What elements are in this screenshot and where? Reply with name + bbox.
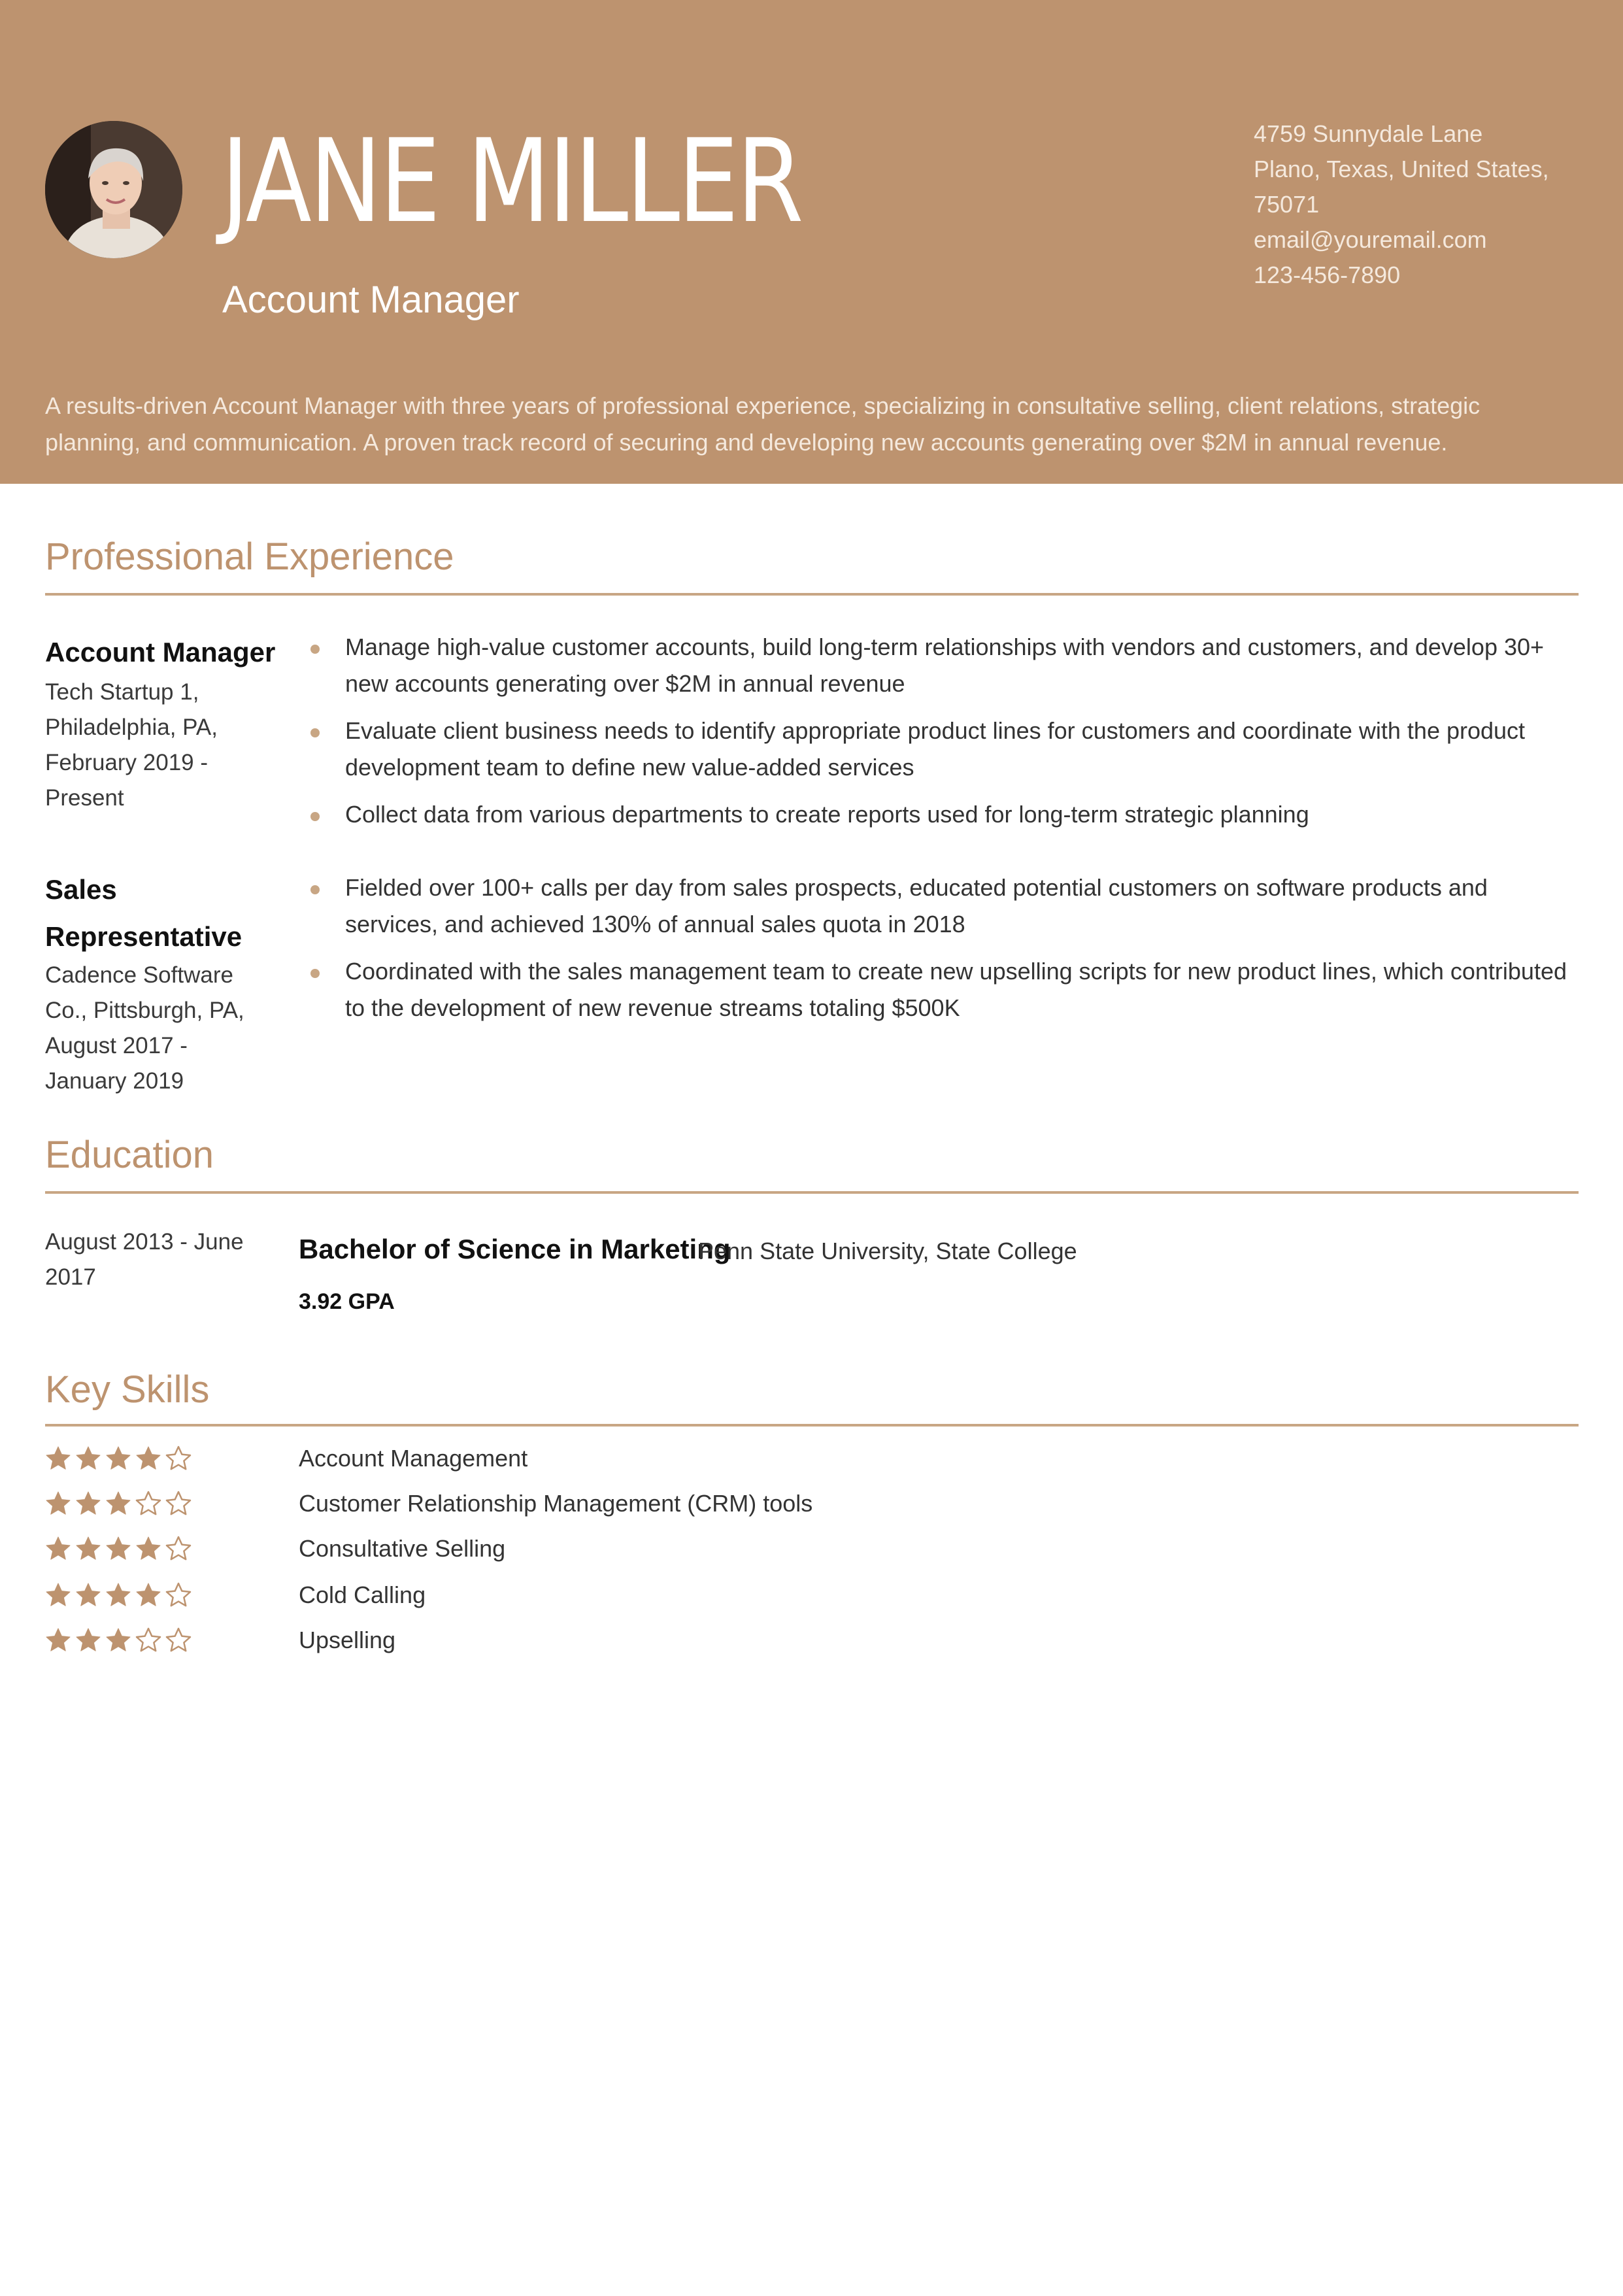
skill-rating (45, 1445, 195, 1472)
star-filled-icon (75, 1582, 101, 1608)
job-title: Account Manager (45, 637, 276, 667)
email-text[interactable]: email@youremail.com (1254, 226, 1487, 253)
education-dates (45, 1224, 267, 1295)
job-bullet: Collect data from various departments to create reports used for long-term strategic planning (300, 796, 1581, 833)
job-meta (45, 958, 267, 1099)
star-filled-icon (135, 1536, 161, 1562)
skill-row (45, 1485, 1352, 1522)
star-filled-icon (75, 1536, 101, 1562)
star-filled-icon (45, 1445, 71, 1472)
job-meta-line: January 2019 (45, 1068, 184, 1094)
skill-name: Cold Calling (299, 1581, 426, 1608)
star-outline-icon (165, 1536, 192, 1562)
star-outline-icon (135, 1491, 161, 1517)
star-outline-icon (165, 1582, 192, 1608)
job-bullets (300, 869, 1581, 1037)
phone-text[interactable]: 123-456-7890 (1254, 262, 1401, 288)
job-meta-line: February 2019 - (45, 750, 209, 775)
candidate-role: Account Manager (222, 279, 520, 321)
education-section-title: Education (45, 1134, 214, 1176)
address-line: 4759 Sunnydale Lane (1254, 120, 1483, 147)
job-meta-line: August 2017 - (45, 1033, 188, 1058)
skill-row (45, 1440, 1352, 1477)
star-outline-icon (165, 1445, 192, 1472)
section-divider (45, 593, 1579, 596)
star-outline-icon (165, 1491, 192, 1517)
star-filled-icon (75, 1627, 101, 1653)
star-filled-icon (105, 1536, 131, 1562)
star-filled-icon (45, 1491, 71, 1517)
job-meta-line: Cadence Software (45, 962, 233, 988)
job-meta-line: Tech Startup 1, (45, 679, 199, 705)
job-bullet: Evaluate client business needs to identify appropriate product lines for customers and coordinate with the product development team to define new value-added services (300, 713, 1581, 786)
education-date-line: 2017 (45, 1264, 96, 1290)
address-line: 75071 (1254, 191, 1320, 218)
star-filled-icon (135, 1582, 161, 1608)
job-meta (45, 675, 267, 816)
job-bullets (300, 629, 1581, 843)
star-filled-icon (45, 1536, 71, 1562)
star-filled-icon (45, 1582, 71, 1608)
experience-section-title: Professional Experience (45, 535, 454, 578)
star-filled-icon (105, 1491, 131, 1517)
profile-summary: A results-driven Account Manager with three years of professional experience, specializing in consultative selling, client relations, strategic planning, and communication. A proven track record of securing and developing new accounts generating over $2M in annual revenue. (45, 392, 1481, 456)
star-outline-icon (135, 1627, 161, 1653)
job-title (45, 866, 280, 960)
job-meta-line: Present (45, 785, 124, 811)
skill-rating (45, 1491, 195, 1517)
avatar-icon (45, 121, 182, 258)
job-bullet: Coordinated with the sales management team to create new upselling scripts for new product lines, which contributed to the development of new revenue streams totaling $500K (300, 953, 1581, 1026)
skill-rating (45, 1627, 195, 1653)
header-band (0, 0, 1623, 484)
skill-rating (45, 1582, 195, 1608)
skill-row (45, 1530, 1352, 1567)
skill-name: Consultative Selling (299, 1535, 506, 1562)
star-filled-icon (75, 1445, 101, 1472)
skill-rating (45, 1536, 195, 1562)
address-line: Plano, Texas, United States, (1254, 156, 1549, 182)
section-divider (45, 1424, 1579, 1427)
star-outline-icon (165, 1627, 192, 1653)
skill-name: Upselling (299, 1627, 396, 1653)
job-title-line: Sales (45, 874, 117, 905)
job-meta-line: Co., Pittsburgh, PA, (45, 998, 244, 1023)
star-filled-icon (105, 1445, 131, 1472)
skill-row (45, 1577, 1352, 1613)
star-filled-icon (135, 1445, 161, 1472)
job-meta-line: Philadelphia, PA, (45, 715, 218, 740)
section-divider (45, 1191, 1579, 1194)
candidate-name: JANE MILLER (221, 114, 802, 248)
education-degree: Bachelor of Science in Marketing (299, 1234, 731, 1264)
education-gpa: 3.92 GPA (299, 1289, 395, 1314)
star-filled-icon (105, 1627, 131, 1653)
contact-info (1254, 116, 1594, 293)
education-date-line: August 2013 - June (45, 1229, 244, 1255)
star-filled-icon (105, 1582, 131, 1608)
skills-section-title: Key Skills (45, 1368, 210, 1411)
job-bullet: Fielded over 100+ calls per day from sales prospects, educated potential customers on software products and services, and achieved 130% of annual sales quota in 2018 (300, 869, 1581, 943)
skill-row (45, 1622, 1352, 1659)
profile-photo (45, 121, 182, 258)
job-title-line: Representative (45, 921, 243, 952)
skill-name: Customer Relationship Management (CRM) tools (299, 1490, 813, 1517)
education-school: Penn State University, State College (698, 1238, 1077, 1264)
job-bullet: Manage high-value customer accounts, build long-term relationships with vendors and customers, and develop 30+ new accounts generating over $2M in annual revenue (300, 629, 1581, 702)
skill-name: Account Management (299, 1445, 528, 1472)
star-filled-icon (75, 1491, 101, 1517)
star-filled-icon (45, 1627, 71, 1653)
